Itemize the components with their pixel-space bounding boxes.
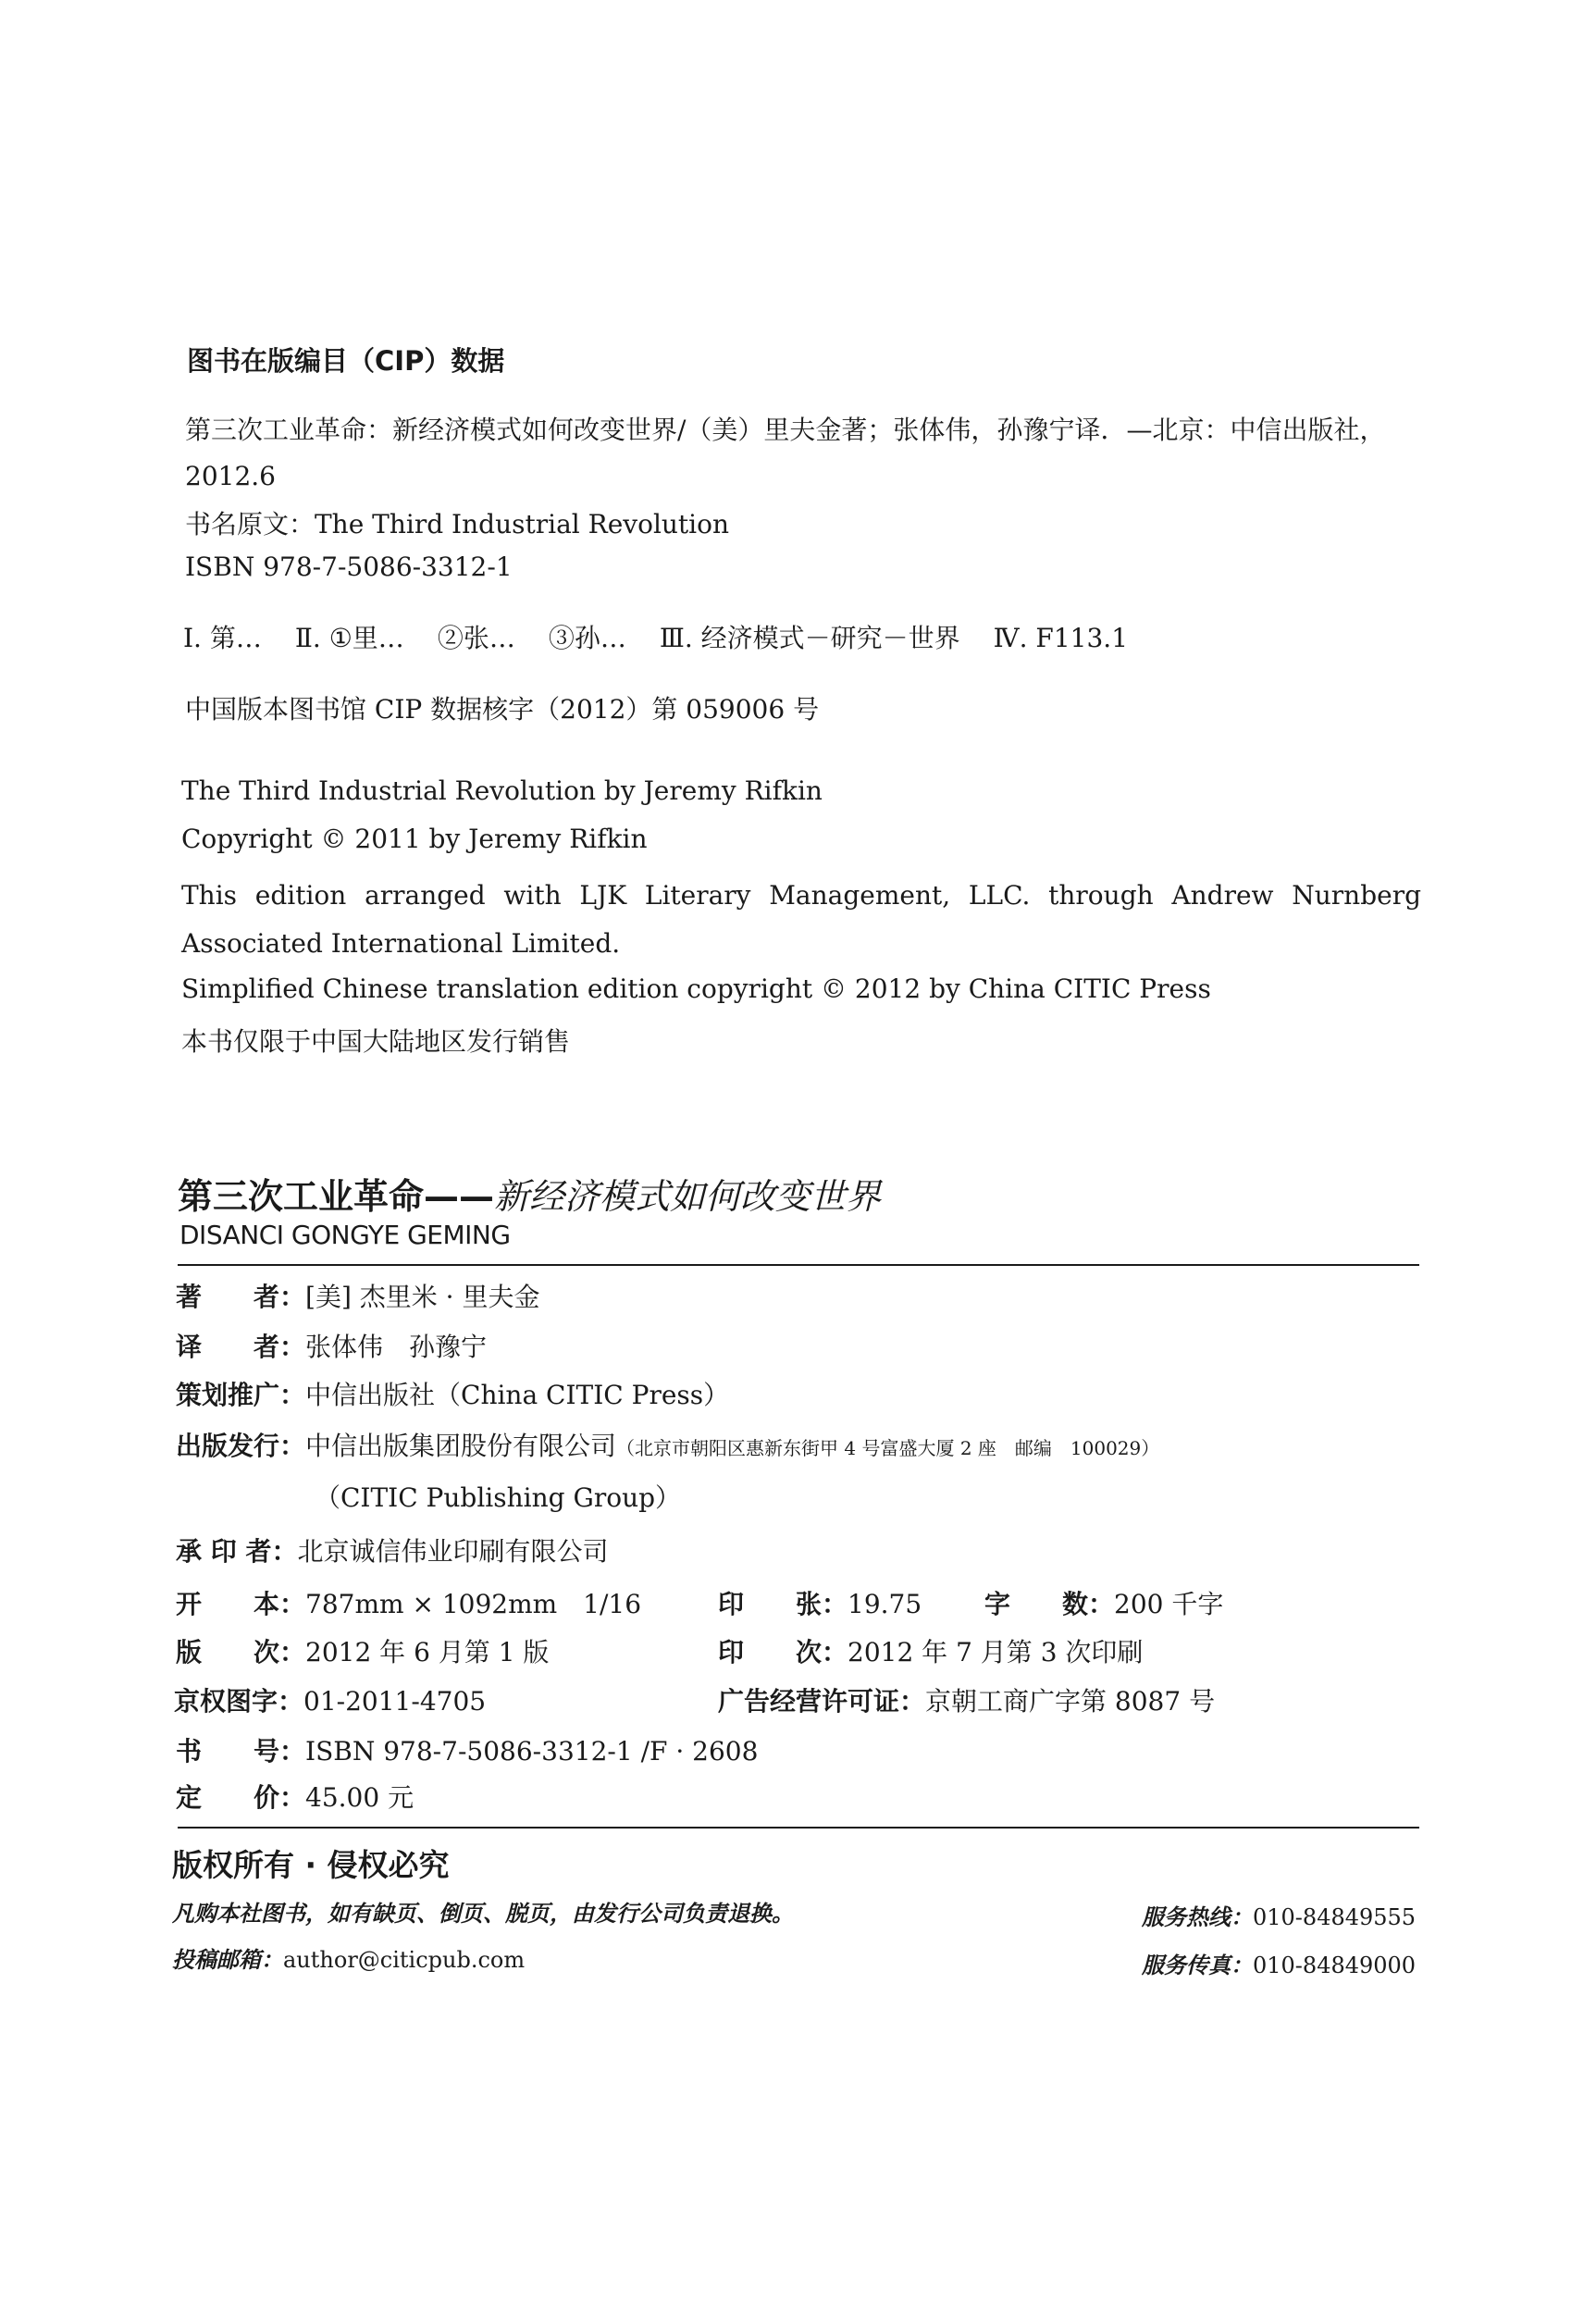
book-number-label: 书 号： xyxy=(176,1736,306,1767)
sheets-row xyxy=(718,1584,922,1621)
words-row xyxy=(984,1584,1223,1621)
publisher-en: （CITIC Publishing Group） xyxy=(315,1482,682,1513)
contract-value: 01-2011-4705 xyxy=(303,1686,487,1717)
planning-value: 中信出版社（China CITIC Press） xyxy=(305,1380,730,1410)
impression-label: 印 次： xyxy=(718,1637,848,1668)
planning-row xyxy=(176,1375,729,1412)
printer-row xyxy=(176,1531,609,1568)
divider-bottom xyxy=(178,1827,1419,1829)
author-value: [美] 杰里米 · 里夫金 xyxy=(305,1282,540,1312)
email-row xyxy=(172,1941,525,1974)
edition-value: 2012 年 6 月第 1 版 xyxy=(305,1637,550,1668)
class-item: Ⅰ. 第… xyxy=(183,623,262,653)
contract-label: 京权图字： xyxy=(174,1686,304,1717)
hotline-value: 010-84849555 xyxy=(1253,1904,1417,1930)
author-label: 著 者： xyxy=(176,1282,306,1312)
book-number-value: ISBN 978-7-5086-3312-1 /F · 2608 xyxy=(305,1736,759,1767)
format-label: 开 本： xyxy=(176,1589,306,1619)
book-title-pinyin: DISANCI GONGYE GEMING xyxy=(179,1220,511,1250)
publisher-value: 中信出版集团股份有限公司 xyxy=(305,1431,617,1461)
rights-heading: 版权所有 · 侵权必究 xyxy=(172,1847,450,1883)
hotline-label: 服务热线： xyxy=(1142,1903,1253,1930)
publisher-row xyxy=(176,1426,1159,1463)
original-title: 书名原文：The Third Industrial Revolution xyxy=(185,509,730,539)
printer-label: 承 印 者： xyxy=(176,1536,298,1567)
copyright-line-title: The Third Industrial Revolution by Jeremy Rifkin xyxy=(181,775,823,806)
fax-label: 服务传真： xyxy=(1142,1952,1253,1978)
copyright-line-translation: Simplified Chinese translation edition copyright © 2012 by China CITIC Press xyxy=(181,973,1211,1004)
cip-isbn: ISBN 978-7-5086-3312-1 xyxy=(185,552,513,582)
copyright-line-region: 本书仅限于中国大陆地区发行销售 xyxy=(181,1026,571,1057)
publisher-label: 出版发行： xyxy=(176,1431,306,1461)
cip-entry: 第三次工业革命：新经济模式如何改变世界/（美）里夫金著；张体伟，孙豫宁译．—北京：中信出版社，2012.6 xyxy=(185,415,1386,491)
format-row xyxy=(176,1584,641,1621)
sheets-label: 印 张： xyxy=(718,1589,848,1619)
contract-row xyxy=(174,1681,486,1718)
printer-value: 北京诚信伟业印刷有限公司 xyxy=(297,1536,609,1567)
format-value: 787mm × 1092mm 1/16 xyxy=(305,1589,642,1619)
translator-label: 译 者： xyxy=(176,1332,306,1362)
copyright-line-year: Copyright © 2011 by Jeremy Rifkin xyxy=(181,824,648,854)
price-row xyxy=(176,1778,414,1815)
class-item: ②张… xyxy=(437,623,515,653)
author-row xyxy=(176,1277,539,1314)
edition-row xyxy=(176,1632,549,1669)
book-number-row xyxy=(176,1731,758,1768)
cip-heading: 图书在版编目（CIP）数据 xyxy=(187,345,505,377)
sheets-value: 19.75 xyxy=(847,1589,922,1619)
book-title-sub: 新经济模式如何改变世界 xyxy=(494,1176,882,1217)
cip-verification: 中国版本图书馆 CIP 数据核字（2012）第 059006 号 xyxy=(185,694,820,725)
class-item: Ⅲ. 经济模式－研究－世界 xyxy=(659,623,960,653)
ad-license-label: 广告经营许可证： xyxy=(718,1686,926,1717)
price-value: 45.00 元 xyxy=(305,1782,414,1813)
impression-row xyxy=(718,1632,1143,1669)
price-label: 定 价： xyxy=(176,1782,306,1813)
email-value: author@citicpub.com xyxy=(283,1947,526,1973)
impression-value: 2012 年 7 月第 3 次印刷 xyxy=(847,1637,1144,1668)
edition-label: 版 次： xyxy=(176,1637,306,1668)
words-label: 字 数： xyxy=(984,1589,1115,1619)
email-label: 投稿邮箱： xyxy=(172,1946,283,1973)
copyright-line-arrangement: This edition arranged with LJK Literary Management, LLC. through Andrew Nurnberg Associated International Limited. xyxy=(181,880,1421,959)
ad-license-row xyxy=(718,1681,1215,1718)
class-item: Ⅱ. ①里… xyxy=(294,623,404,653)
class-item: ③孙… xyxy=(548,623,626,653)
publisher-address: （北京市朝阳区惠新东街甲 4 号富盛大厦 2 座 邮编 100029） xyxy=(616,1437,1160,1459)
translator-value: 张体伟 孙豫宁 xyxy=(305,1332,488,1362)
fax-row xyxy=(1142,1947,1416,1979)
book-title-main: 第三次工业革命—— xyxy=(178,1176,495,1217)
ad-license-value: 京朝工商广字第 8087 号 xyxy=(925,1686,1216,1717)
planning-label: 策划推广： xyxy=(176,1380,306,1410)
hotline-row xyxy=(1142,1899,1416,1931)
rights-notice: 凡购本社图书，如有缺页、倒页、脱页，由发行公司负责退换。 xyxy=(172,1900,794,1927)
words-value: 200 千字 xyxy=(1114,1589,1224,1619)
fax-value: 010-84849000 xyxy=(1253,1953,1417,1978)
translator-row xyxy=(176,1327,487,1364)
class-item: Ⅳ. F113.1 xyxy=(993,623,1129,653)
